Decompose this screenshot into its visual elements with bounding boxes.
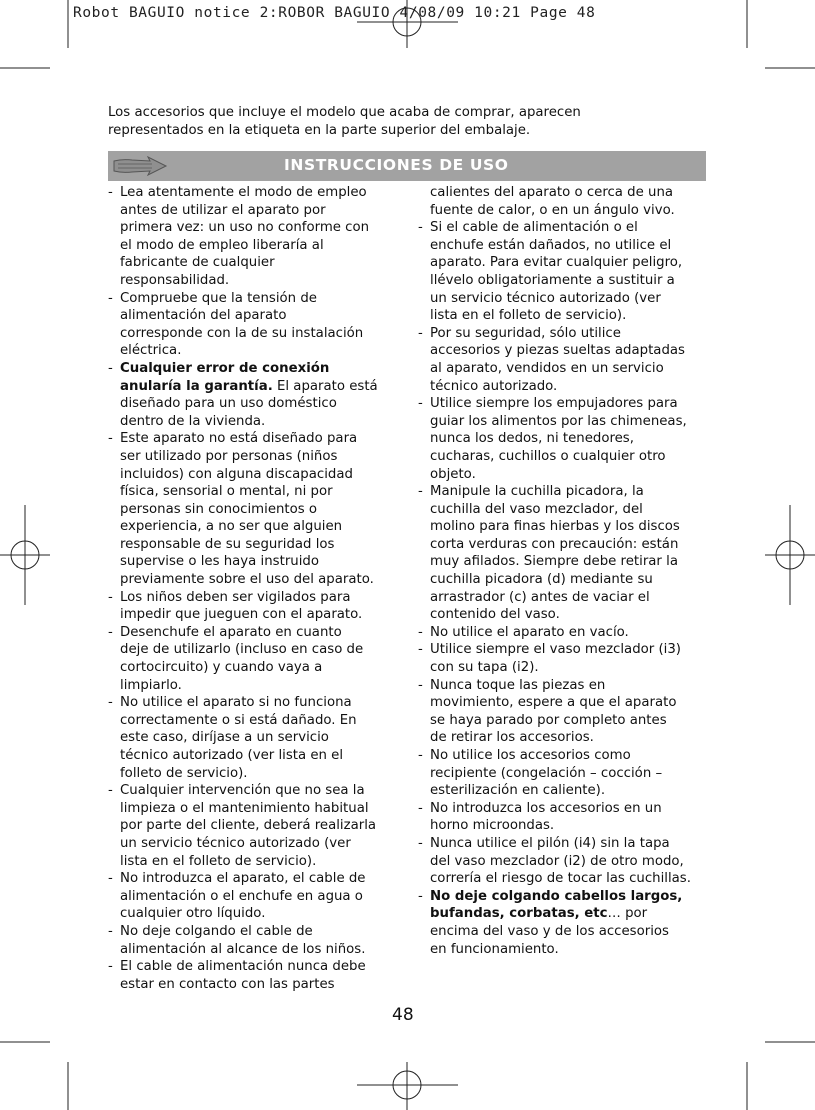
line: guiar los alimentos por las chimeneas, [430, 413, 687, 429]
bold-text: Cualquier error de conexión [120, 360, 330, 376]
line: antes de utilizar el aparato por [120, 202, 326, 218]
line: horno microondas. [430, 818, 555, 834]
list-item: - No deje colgando el cable de alimentación al alcance de los niños. [108, 923, 398, 958]
line: se haya parado por completo antes [430, 712, 667, 728]
list-item: - Nunca toque las piezas en movimiento, espere a que el aparato se haya parado por completo antes de retirar los accesorios. [418, 677, 708, 747]
line: Este aparato no está diseñado para [120, 431, 358, 447]
line: Por su seguridad, sólo utilice [430, 325, 621, 341]
list-item: - No deje colgando cabellos largos, bufandas, corbatas, etc… por encima del vaso y de los accesorios en funcionamiento. [418, 888, 708, 958]
list-item: - Utilice siempre los empujadores para guiar los alimentos por las chimeneas, nunca los dedos, ni tenedores, cucharas, cuchillos o cualquier otro objeto. [418, 395, 708, 483]
right-column [418, 184, 708, 958]
line: limpiarlo. [120, 677, 182, 693]
list-item: - No introduzca el aparato, el cable de alimentación o el enchufe en agua o cualquier otro líquido. [108, 870, 398, 923]
line: deje de utilizarlo (incluso en caso de [120, 642, 364, 658]
list-item: - Lea atentamente el modo de empleo antes de utilizar el aparato por primera vez: un uso no conforme con el modo de empleo liberaría al fabricante de cualquier responsabilidad. [108, 184, 398, 290]
line: el modo de empleo liberaría al [120, 237, 324, 253]
line: Utilice siempre los empujadores para [430, 396, 678, 412]
list-item: - No utilice el aparato si no funciona correctamente o si está dañado. En este caso, diríjase a un servicio técnico autorizado (ver lista en el folleto de servicio). [108, 694, 398, 782]
line: previamente sobre el uso del aparato. [120, 572, 374, 588]
intro-line: representados en la etiqueta en la parte superior del embalaje. [108, 123, 531, 138]
registration-mark-right [765, 505, 815, 605]
print-header: Robot BAGUIO notice 2:ROBOR BAGUIO 4/08/09 10:21 Page 48 [73, 5, 596, 21]
line: encima del vaso y de los accesorios [430, 923, 669, 939]
line: supervise o les haya instruido [120, 554, 319, 570]
line: fabricante de cualquier [120, 255, 275, 271]
list-item: - Si el cable de alimentación o el enchufe están dañados, no utilice el aparato. Para evitar cualquier peligro, llévelo obligatoriamente a sustituir a un servicio técnico autorizado (ver lista en el folleto de servicio). [418, 219, 708, 325]
line: incluidos) con alguna discapacidad [120, 466, 353, 482]
registration-mark-left [0, 505, 50, 605]
line: alimentación o el enchufe en agua o [120, 888, 363, 904]
list-item: - Cualquier intervención que no sea la limpieza o el mantenimiento habitual por parte del cliente, deberá realizarla un servicio técnico autorizado (ver lista en el folleto de servicio). [108, 782, 398, 870]
text: El aparato está [272, 378, 378, 394]
list-item: - No utilice los accesorios como recipiente (congelación – cocción – esterilización en caliente). [418, 747, 708, 800]
line: lista en el folleto de servicio). [120, 853, 317, 869]
line: cortocircuito) y cuando vaya a [120, 660, 323, 676]
line: cucharas, cuchillos o cualquier otro [430, 448, 666, 464]
line: un servicio técnico autorizado (ver [120, 835, 351, 851]
line: contenido del vaso. [430, 607, 560, 623]
registration-mark-bottom [357, 1062, 458, 1110]
line: estar en contacto con las partes [120, 976, 335, 992]
line: No introduzca el aparato, el cable de [120, 871, 366, 887]
line: enchufe están dañados, no utilice el [430, 237, 672, 253]
line: primera vez: un uso no conforme con [120, 220, 370, 236]
text: … por [607, 906, 648, 922]
line: arrastrador (c) antes de vaciar el [430, 589, 650, 605]
line: técnico autorizado (ver lista en el [120, 748, 344, 763]
line: eléctrica. [120, 343, 182, 359]
list-item: - Compruebe que la tensión de alimentación del aparato corresponde con la de su instalación eléctrica. [108, 290, 398, 360]
line: dentro de la vivienda. [120, 413, 266, 429]
line: con su tapa (i2). [430, 660, 539, 676]
line: Si el cable de alimentación o el [430, 220, 638, 236]
bold-text: No deje colgando cabellos largos, [430, 888, 683, 904]
line: un servicio técnico autorizado (ver [430, 290, 661, 306]
line: muy afilados. Siempre debe retirar la [430, 554, 678, 570]
line: de retirar los accesorios. [430, 730, 594, 746]
list-item: - Utilice siempre el vaso mezclador (i3) con su tapa (i2). [418, 641, 708, 676]
line: diseñado para un uso doméstico [120, 396, 337, 412]
arrow-icon [112, 155, 168, 177]
line: No deje colgando el cable de [120, 923, 313, 939]
list-item: - Por su seguridad, sólo utilice accesorios y piezas sueltas adaptadas al aparato, vendidos en un servicio técnico autorizado. [418, 325, 708, 395]
list-item: - No introduzca los accesorios en un horno microondas. [418, 800, 708, 835]
line: Los niños deben ser vigilados para [120, 589, 351, 605]
line: Nunca utilice el pilón (i4) sin la tapa [430, 835, 670, 851]
line: No utilice los accesorios como [430, 748, 631, 763]
line: correría el riesgo de tocar las cuchillas. [430, 871, 691, 887]
line: corresponde con la de su instalación [120, 325, 364, 341]
line: responsable de su seguridad los [120, 536, 335, 552]
line: nunca los dedos, ni tenedores, [430, 431, 634, 447]
line: El cable de alimentación nunca debe [120, 959, 366, 975]
line [430, 888, 708, 906]
section-banner [108, 151, 706, 181]
line: recipiente (congelación – cocción – [430, 765, 663, 781]
bold-text: anularía la garantía. [120, 378, 273, 394]
list-item: - Este aparato no está diseñado para ser utilizado por personas (niños incluidos) con alguna discapacidad física, sensorial o mental, ni por personas sin conocimientos o experiencia, a no ser que alguien responsable de su seguridad los supervise o les haya instruido previamente sobre el uso del aparato. [108, 430, 398, 588]
line: correctamente o si está dañado. En [120, 712, 357, 728]
line: Lea atentamente el modo de empleo [120, 185, 367, 200]
page-number: 48 [392, 1005, 414, 1025]
line: fuente de calor, o en un ángulo vivo. [430, 202, 675, 218]
line: cualquier otro líquido. [120, 906, 266, 922]
line: técnico autorizado. [430, 378, 558, 394]
list-item: - Cualquier error de conexión anularía la garantía. El aparato está diseñado para un uso doméstico dentro de la vivienda. [108, 360, 398, 430]
line: corta verduras con precaución: están [430, 536, 679, 552]
list-item: - Nunca utilice el pilón (i4) sin la tapa del vaso mezclador (i2) de otro modo, correría el riesgo de tocar las cuchillas. [418, 835, 708, 888]
line: accesorios y piezas sueltas adaptadas [430, 343, 685, 359]
line: Desenchufe el aparato en cuanto [120, 624, 342, 640]
line: No utilice el aparato si no funciona [120, 695, 352, 711]
line: en funcionamiento. [430, 941, 559, 957]
line: Compruebe que la tensión de [120, 290, 317, 306]
line: personas sin conocimientos o [120, 501, 318, 517]
line: movimiento, espere a que el aparato [430, 695, 677, 711]
intro-paragraph [108, 104, 668, 140]
list-item: - Los niños deben ser vigilados para impedir que jueguen con el aparato. [108, 589, 398, 624]
line: Manipule la cuchilla picadora, la [430, 484, 644, 500]
line: alimentación al alcance de los niños. [120, 941, 366, 957]
line: física, sensorial o mental, ni por [120, 484, 333, 500]
line: al aparato, vendidos en un servicio [430, 360, 664, 376]
line: cuchilla del vaso mezclador, del [430, 501, 643, 517]
list-item: - No utilice el aparato en vacío. [418, 624, 708, 642]
line: esterilización en caliente). [430, 783, 606, 799]
line: limpieza o el mantenimiento habitual [120, 800, 369, 816]
bold-text: bufandas, corbatas, etc [430, 906, 608, 922]
list-item-continued [418, 184, 708, 219]
line: por parte del cliente, deberá realizarla [120, 818, 377, 834]
line: lista en el folleto de servicio). [430, 308, 627, 324]
intro-line: Los accesorios que incluye el modelo que acaba de comprar, aparecen [108, 105, 581, 120]
line: calientes del aparato o cerca de una [430, 185, 674, 200]
line: alimentación del aparato [120, 308, 287, 324]
line: folleto de servicio). [120, 765, 248, 781]
line: experiencia, a no ser que alguien [120, 519, 343, 535]
list-item: - El cable de alimentación nunca debe estar en contacto con las partes [108, 958, 398, 993]
left-column [108, 184, 398, 993]
section-title: INSTRUCCIONES DE USO [284, 156, 509, 174]
line: este caso, diríjase a un servicio [120, 730, 329, 746]
line [120, 378, 398, 396]
line: objeto. [430, 466, 476, 482]
line: del vaso mezclador (i2) de otro modo, [430, 853, 684, 869]
line: impedir que jueguen con el aparato. [120, 607, 363, 623]
line: molino para finas hierbas y los discos [430, 519, 680, 535]
line: Cualquier intervención que no sea la [120, 783, 365, 799]
line: No introduzca los accesorios en un [430, 800, 662, 816]
line: cuchilla picadora (d) mediante su [430, 572, 653, 588]
line: aparato. Para evitar cualquier peligro, [430, 255, 683, 271]
line: Utilice siempre el vaso mezclador (i3) [430, 642, 681, 658]
line: No utilice el aparato en vacío. [430, 624, 629, 640]
line: llévelo obligatoriamente a sustituir a [430, 272, 675, 288]
line [430, 905, 708, 923]
list-item: - Manipule la cuchilla picadora, la cuchilla del vaso mezclador, del molino para finas hierbas y los discos corta verduras con precaución: están muy afilados. Siempre debe retirar la cuchilla picadora (d) mediante su arrastrador (c) antes de vaciar el contenido del vaso. [418, 483, 708, 624]
line: responsabilidad. [120, 272, 230, 288]
line: Nunca toque las piezas en [430, 677, 606, 693]
line: ser utilizado por personas (niños [120, 448, 338, 464]
registration-mark-top [357, 0, 458, 48]
list-item: - Desenchufe el aparato en cuanto deje de utilizarlo (incluso en caso de cortocircuito) y cuando vaya a limpiarlo. [108, 624, 398, 694]
line [120, 360, 398, 378]
